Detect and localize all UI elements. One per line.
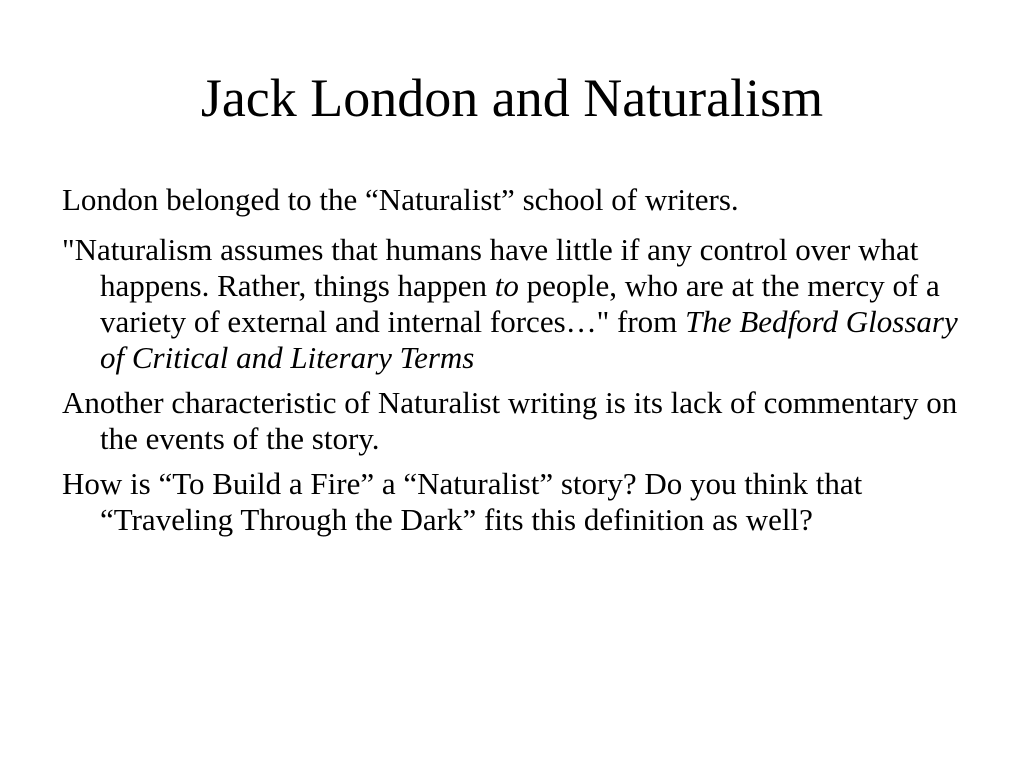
quote-text-start: "Naturalism assumes that humans have little if any control over what happens. Rather, things happen [62,232,919,303]
paragraph-text: How is “To Build a Fire” a “Naturalist” story? Do you think that “Traveling Through the Dark” fits this definition as well? [62,466,863,537]
paragraph-naturalist-school [62,182,962,218]
quote-text-end: people, who are at the mercy of a variety of external and internal forces…" from [100,268,940,339]
paragraph-question [62,466,962,538]
slide-body [62,182,962,547]
paragraph-text: Another characteristic of Naturalist writing is its lack of commentary on the events of the story. [62,385,958,456]
paragraph-lack-of-commentary [62,385,962,457]
paragraph-naturalism-quote [62,232,962,376]
emphasis-to: to [494,268,519,303]
book-title: The Bedford Glossary of Critical and Literary Terms [100,304,958,375]
paragraph-text: London belonged to the “Naturalist” school of writers. [62,182,739,217]
slide-title: Jack London and Naturalism [200,68,824,128]
